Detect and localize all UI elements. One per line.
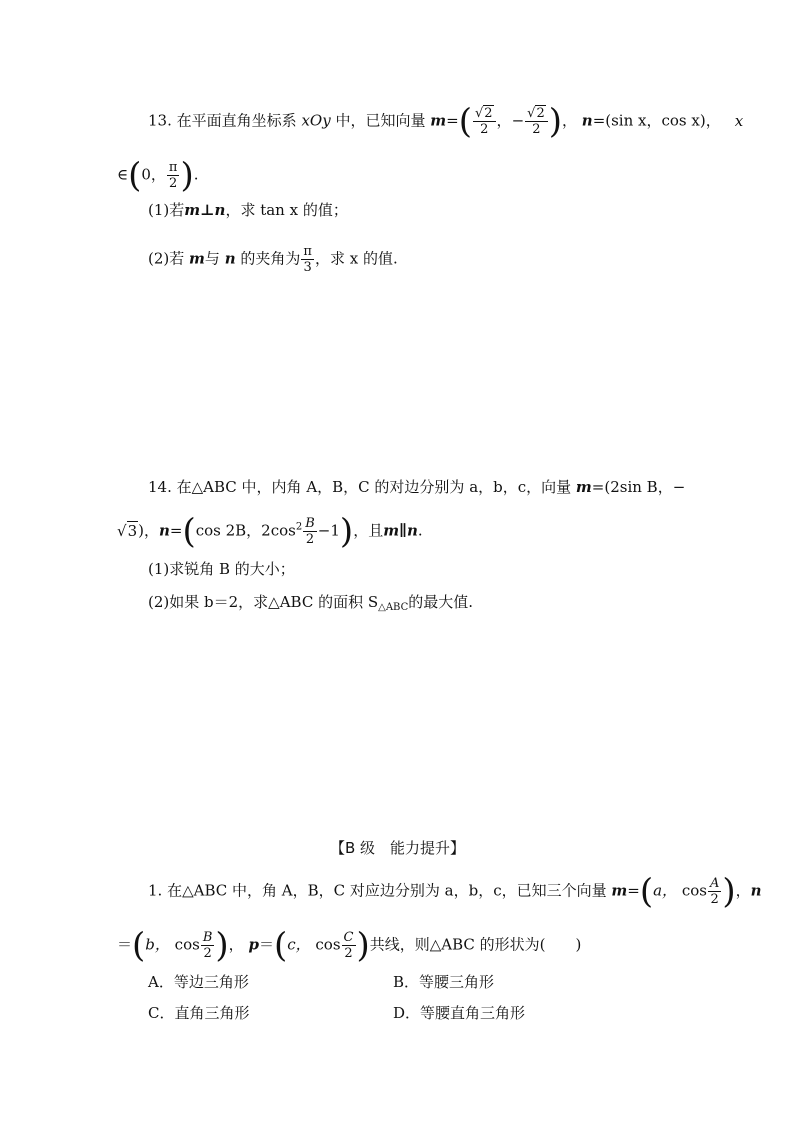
- b1-option-c-label: C．直角三角形: [148, 1004, 250, 1022]
- fraction: [708, 876, 721, 907]
- fraction: [473, 106, 496, 137]
- b1-a: a，: [653, 881, 678, 900]
- q14-m: m: [575, 478, 592, 496]
- section-title-text: 【B 级 能力提升】: [330, 839, 466, 857]
- q13-part1-b: ，求 tan x 的值；: [225, 201, 348, 219]
- b1-eq: =: [627, 881, 640, 900]
- right-paren: ): [180, 155, 194, 196]
- q14-part2-b: 的最大值.: [408, 593, 474, 611]
- b1-option-d-label: D．等腰直角三角形: [393, 1004, 526, 1022]
- q13-intro: 在平面直角坐标系: [176, 111, 297, 130]
- b1-line1: [148, 871, 762, 912]
- b1-line2-eq: ＝: [258, 935, 274, 954]
- comma: ，: [228, 935, 244, 954]
- numerator: B: [202, 930, 213, 945]
- q13-part2-c: 的夹角为: [240, 249, 301, 268]
- b1-option-b[interactable]: [393, 972, 494, 992]
- fraction: [342, 930, 356, 961]
- b1-c: c，: [287, 935, 311, 954]
- q13-part2-b: 与: [204, 249, 220, 268]
- comma: ，: [735, 881, 751, 900]
- fraction: [303, 516, 317, 547]
- left-paren: (: [128, 155, 142, 196]
- q13-x: x: [734, 111, 744, 130]
- q13-number: 13.: [148, 111, 172, 130]
- b1-n: n: [750, 881, 762, 900]
- period: .: [193, 165, 199, 184]
- b1-option-a[interactable]: [148, 972, 249, 992]
- q13-part2-m: m: [189, 249, 205, 268]
- q14-number: 14.: [148, 478, 172, 496]
- q13-domain-zero: 0，: [141, 165, 166, 184]
- q14-line2: [117, 511, 423, 552]
- q14-line1-text: 在△ABC 中，内角 A，B，C 的对边分别为 a，b，c，向量: [176, 478, 572, 496]
- fraction: [201, 930, 215, 961]
- right-paren: ): [722, 871, 736, 912]
- right-paren: ): [548, 101, 562, 142]
- cos: cos: [174, 935, 200, 954]
- fraction: [167, 160, 180, 191]
- q13-part2-n: n: [224, 249, 236, 268]
- b1-line2-end: 共线，则△ABC 的形状为( ): [369, 935, 582, 954]
- in-symbol: ∈: [117, 165, 129, 184]
- denominator: 3: [303, 260, 312, 275]
- denominator: 2: [169, 176, 178, 191]
- b1-option-d[interactable]: [393, 1003, 525, 1023]
- sqrt-symbol: √2: [527, 106, 545, 121]
- period: .: [417, 521, 423, 540]
- comma: ，: [496, 111, 512, 130]
- radicand: 2: [536, 106, 545, 121]
- q13-coord: xOy: [301, 111, 331, 130]
- denominator: 2: [532, 122, 541, 137]
- b1-option-a-label: A．等边三角形: [148, 973, 249, 991]
- numerator: π: [168, 160, 178, 175]
- radicand: 3: [127, 521, 138, 540]
- q13-part1-a: (1)若: [148, 201, 185, 219]
- q13-line2: [117, 155, 199, 196]
- cos: cos: [315, 935, 341, 954]
- q13-intro2: 中，已知向量: [335, 111, 426, 130]
- q14-line1-end: =(2sin B，−: [591, 478, 686, 496]
- left-paren: (: [182, 511, 196, 552]
- q14-part1: [148, 559, 295, 579]
- b1-option-b-label: B．等腰三角形: [393, 973, 495, 991]
- q14-part2: [148, 592, 473, 618]
- q14-part2-a: (2)如果 b＝2，求△ABC 的面积 S: [148, 593, 379, 611]
- sqrt-symbol: √3: [117, 521, 138, 540]
- radicand: 2: [484, 106, 493, 121]
- fraction: [301, 244, 314, 275]
- denominator: 2: [710, 892, 719, 907]
- q13-part2-a: (2)若: [148, 249, 185, 268]
- q14-line1: [148, 477, 685, 497]
- q14-par: m∥n: [383, 521, 418, 540]
- q14-n: n: [158, 521, 170, 540]
- q13-part1-rel: m⊥n: [184, 201, 226, 219]
- q14-minus1: −1: [317, 521, 340, 540]
- q14-line2-c: ，且: [353, 521, 384, 540]
- denominator: 2: [344, 946, 353, 961]
- q13-part1: [148, 200, 348, 220]
- cos: cos: [681, 881, 707, 900]
- b1-line2-eq: ＝: [117, 935, 133, 954]
- q13-m: m: [430, 111, 447, 130]
- q13-n-value: =(sin x，cos x)，: [592, 111, 721, 130]
- minus-sign: −: [511, 111, 525, 130]
- q13-n: n: [581, 111, 593, 130]
- q13-eq: =: [446, 111, 459, 130]
- q13-part2-d: ，求 x 的值.: [314, 249, 398, 268]
- b1-number: 1.: [148, 881, 163, 900]
- denominator: 2: [480, 122, 489, 137]
- b1-m: m: [611, 881, 628, 900]
- numerator: B: [305, 516, 315, 531]
- b1-b: b，: [145, 935, 170, 954]
- b1-p: p: [248, 935, 259, 954]
- numerator: C: [343, 930, 354, 945]
- denominator: 2: [203, 946, 212, 961]
- superscript: 2: [295, 521, 303, 533]
- denominator: 2: [305, 532, 315, 547]
- q14-line2-b: =: [169, 521, 183, 540]
- section-title: [330, 838, 465, 858]
- left-paren: (: [458, 101, 472, 142]
- left-paren: (: [273, 925, 288, 966]
- q14-line2-a: )，: [138, 521, 159, 540]
- b1-line1-text: 在△ABC 中，角 A，B，C 对应边分别为 a，b，c，已知三个向量: [167, 881, 607, 900]
- q14-part1-text: (1)求锐角 B 的大小；: [148, 560, 295, 578]
- fraction: [525, 106, 548, 137]
- right-paren: ): [215, 925, 229, 966]
- b1-line2: [117, 925, 582, 966]
- q13-line1: [148, 101, 744, 142]
- numerator: π: [303, 244, 312, 259]
- numerator: A: [709, 876, 720, 891]
- b1-option-c[interactable]: [148, 1003, 249, 1023]
- left-paren: (: [132, 925, 146, 966]
- comma: ，: [561, 111, 577, 130]
- q14-cos2b: cos 2B，2cos: [195, 521, 296, 540]
- right-paren: ): [356, 925, 370, 966]
- q13-part2: [148, 244, 398, 275]
- subscript: △ABC: [378, 602, 409, 613]
- sqrt-symbol: √2: [474, 106, 493, 121]
- right-paren: ): [339, 511, 354, 552]
- left-paren: (: [639, 871, 654, 912]
